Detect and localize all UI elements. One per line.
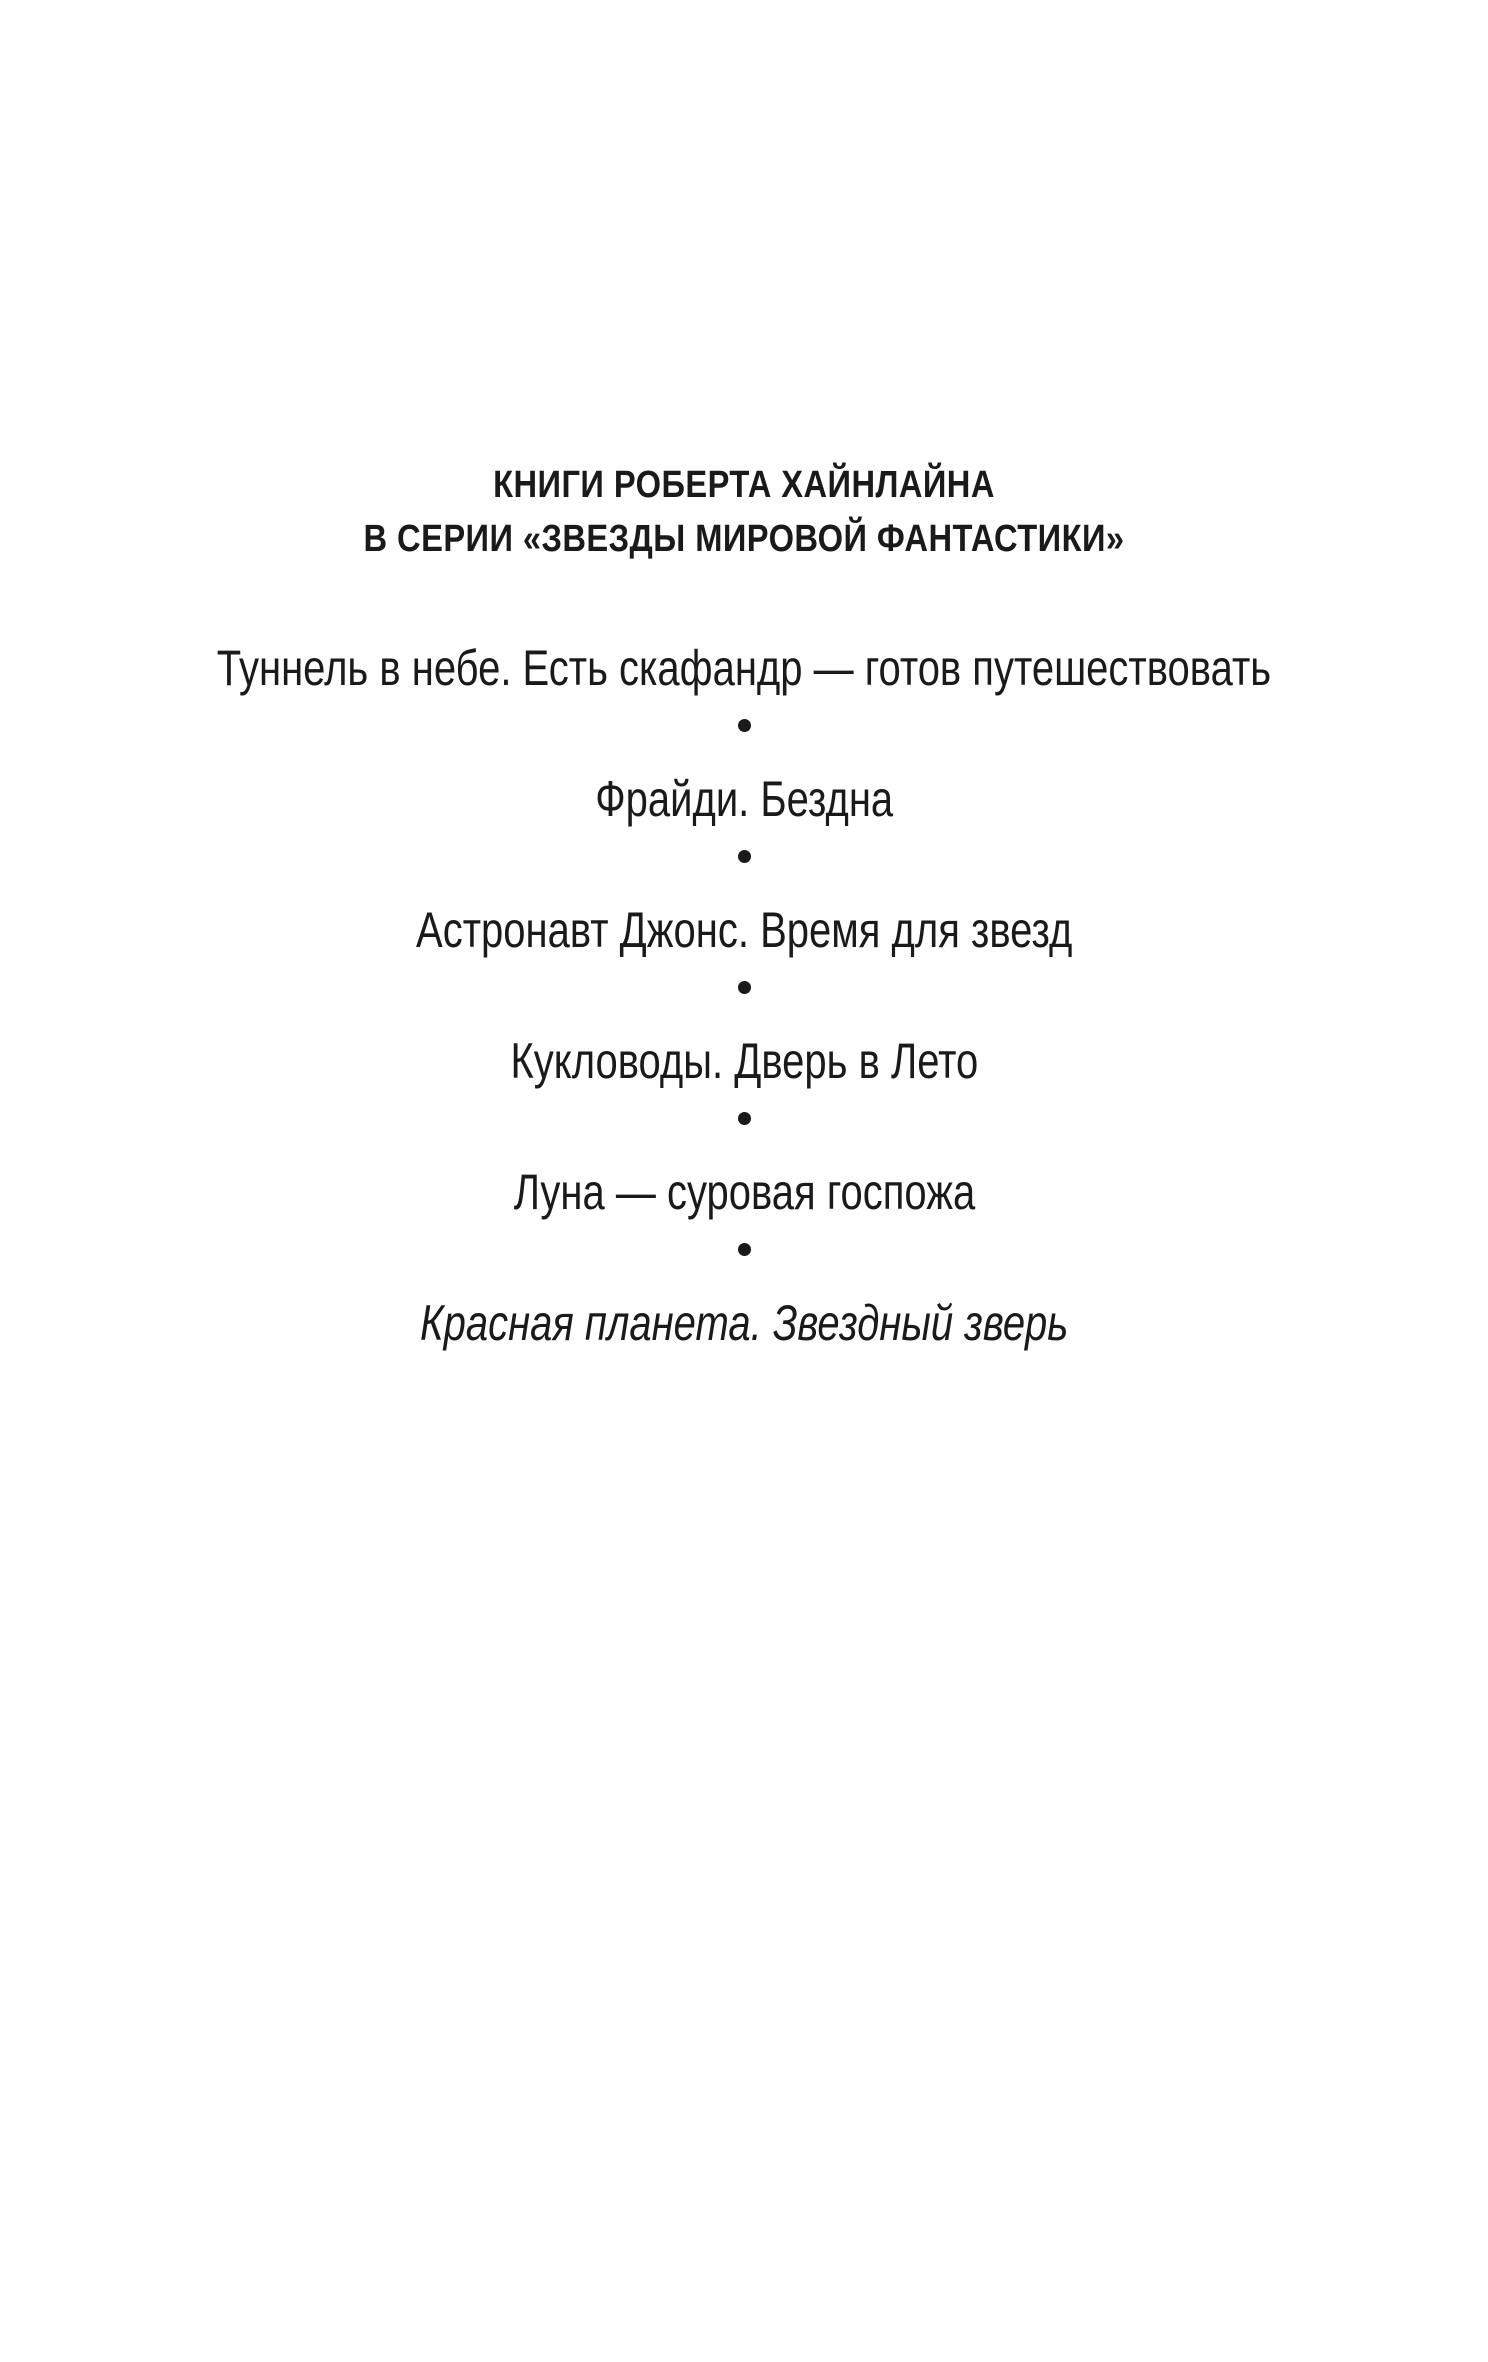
- bullet-icon: [738, 719, 751, 732]
- list-separator: [0, 968, 1488, 1023]
- list-separator: [0, 837, 1488, 892]
- book-list: [0, 630, 1488, 1361]
- series-heading-line-2: В СЕРИИ «ЗВЕЗДЫ МИРОВОЙ ФАНТАСТИКИ»: [363, 518, 1125, 560]
- book-title-text: Кукловоды. Дверь в Лето: [510, 1033, 978, 1089]
- book-title: [0, 1023, 1488, 1099]
- bullet-icon: [738, 981, 751, 994]
- book-title-text: Туннель в небе. Есть скафандр — готов путешествовать: [216, 640, 1272, 696]
- book-title: [0, 1285, 1488, 1361]
- book-title: [0, 1154, 1488, 1230]
- bullet-icon: [738, 1243, 751, 1256]
- series-heading-line-1: КНИГИ РОБЕРТА ХАЙНЛАЙНА: [493, 464, 995, 506]
- book-title-text: Астронавт Джонс. Время для звезд: [415, 902, 1073, 958]
- book-title-text: Луна — суровая госпожа: [513, 1164, 975, 1220]
- list-separator: [0, 1099, 1488, 1154]
- book-title-text: Красная планета. Звездный зверь: [419, 1295, 1069, 1351]
- bullet-icon: [738, 850, 751, 863]
- book-title: [0, 630, 1488, 706]
- book-title-text: Фрайди. Бездна: [595, 771, 893, 827]
- book-title: [0, 892, 1488, 968]
- list-separator: [0, 706, 1488, 761]
- list-separator: [0, 1230, 1488, 1285]
- book-title: [0, 761, 1488, 837]
- bullet-icon: [738, 1112, 751, 1125]
